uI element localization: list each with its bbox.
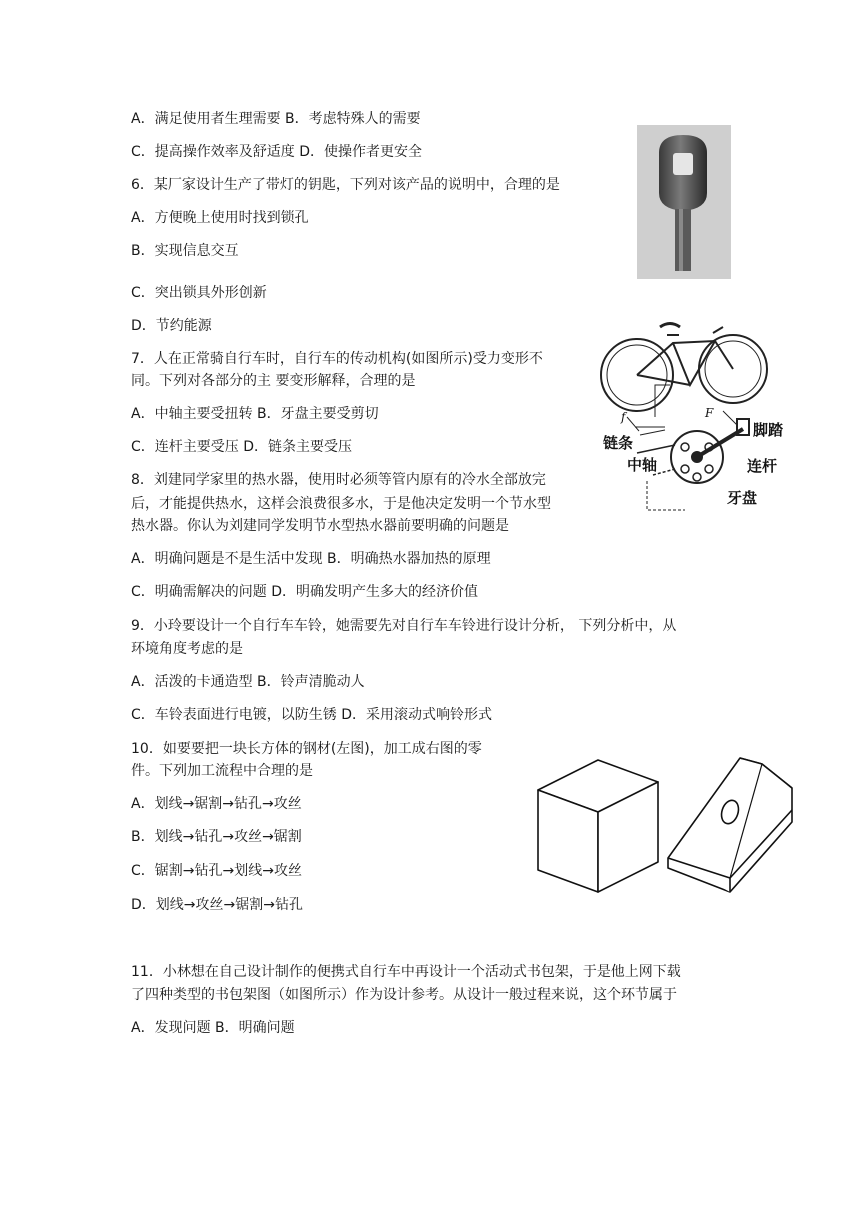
text-line-q9ab: A．活泼的卡通造型 B．铃声清脆动人 <box>131 674 365 690</box>
text-line-q6b: B．实现信息交互 <box>131 243 239 259</box>
text-line-q7cd: C．连杆主要受压 D．链条主要受压 <box>131 439 353 455</box>
text-line-q10l2: 件。下列加工流程中合理的是 <box>131 763 313 779</box>
key-with-light-photo <box>637 125 731 279</box>
text-line-q9l1: 9．小玲要设计一个自行车车铃，她需要先对自行车车铃进行设计分析， 下列分析中，从 <box>131 618 677 634</box>
text-line-q5a: A．满足使用者生理需要 B．考虑特殊人的需要 <box>131 111 421 127</box>
text-line-q10a: A．划线→锯割→钻孔→攻丝 <box>131 796 302 812</box>
chain-label: 链条 <box>603 434 634 452</box>
text-line-q7l1: 7．人在正常骑自行车时，自行车的传动机构(如图所示)受力变形不 <box>131 351 543 367</box>
text-line-q5b: C．提高操作效率及舒适度 D．使操作者更安全 <box>131 144 423 160</box>
crank-label: 连杆 <box>747 457 778 475</box>
text-line-q6a: A．方便晚上使用时找到锁孔 <box>131 210 309 226</box>
text-line-q11l1: 11．小林想在自己设计制作的便携式自行车中再设计一个活动式书包架，于是他上网下载 <box>131 964 681 980</box>
force-label: F <box>705 406 714 420</box>
text-line-q11l2: 了四种类型的书包架图（如图所示）作为设计参考。从设计一般过程来说，这个环节属于 <box>131 987 677 1003</box>
steel-block-figure <box>530 750 800 900</box>
axle-label: 中轴 <box>627 456 658 474</box>
text-line-q8l2: 后，才能提供热水，这样会浪费很多水，于是他决定发明一个节水型 <box>131 496 551 512</box>
pedal-label: 脚踏 <box>753 421 784 439</box>
chainring-label: 牙盘 <box>727 489 758 507</box>
text-line-q6: 6．某厂家设计生产了带灯的钥匙，下列对该产品的说明中，合理的是 <box>131 177 560 193</box>
text-line-q9cd: C．车铃表面进行电镀，以防生锈 D．采用滚动式响铃形式 <box>131 707 493 723</box>
text-line-q8cd: C．明确需解决的问题 D．明确发明产生多大的经济价值 <box>131 584 479 600</box>
text-line-q11ab: A．发现问题 B．明确问题 <box>131 1020 295 1036</box>
text-line-q7ab: A．中轴主要受扭转 B．牙盘主要受剪切 <box>131 406 379 422</box>
text-line-q6c: C．突出锁具外形创新 <box>131 285 267 301</box>
text-line-q7l2: 同。下列对各部分的主 要变形解释，合理的是 <box>131 373 416 389</box>
text-line-q10d: D．划线→攻丝→锯割→钻孔 <box>131 897 303 913</box>
text-line-q9l2: 环境角度考虑的是 <box>131 641 243 657</box>
text-line-q10l1: 10．如要要把一块长方体的钢材(左图)，加工成右图的零 <box>131 741 482 757</box>
bicycle-transmission-figure <box>595 305 795 515</box>
text-line-q8ab: A．明确问题是不是生活中发现 B．明确热水器加热的原理 <box>131 551 491 567</box>
text-line-q8l3: 热水器。你认为刘建同学发明节水型热水器前要明确的问题是 <box>131 518 509 534</box>
friction-label: f <box>621 410 626 424</box>
text-line-q6d: D．节约能源 <box>131 318 212 334</box>
text-line-q10c: C．锯割→钻孔→划线→攻丝 <box>131 863 302 879</box>
text-line-q10b: B．划线→钻孔→攻丝→锯割 <box>131 829 302 845</box>
text-line-q8l1: 8．刘建同学家里的热水器，使用时必须等管内原有的冷水全部放完 <box>131 472 546 488</box>
